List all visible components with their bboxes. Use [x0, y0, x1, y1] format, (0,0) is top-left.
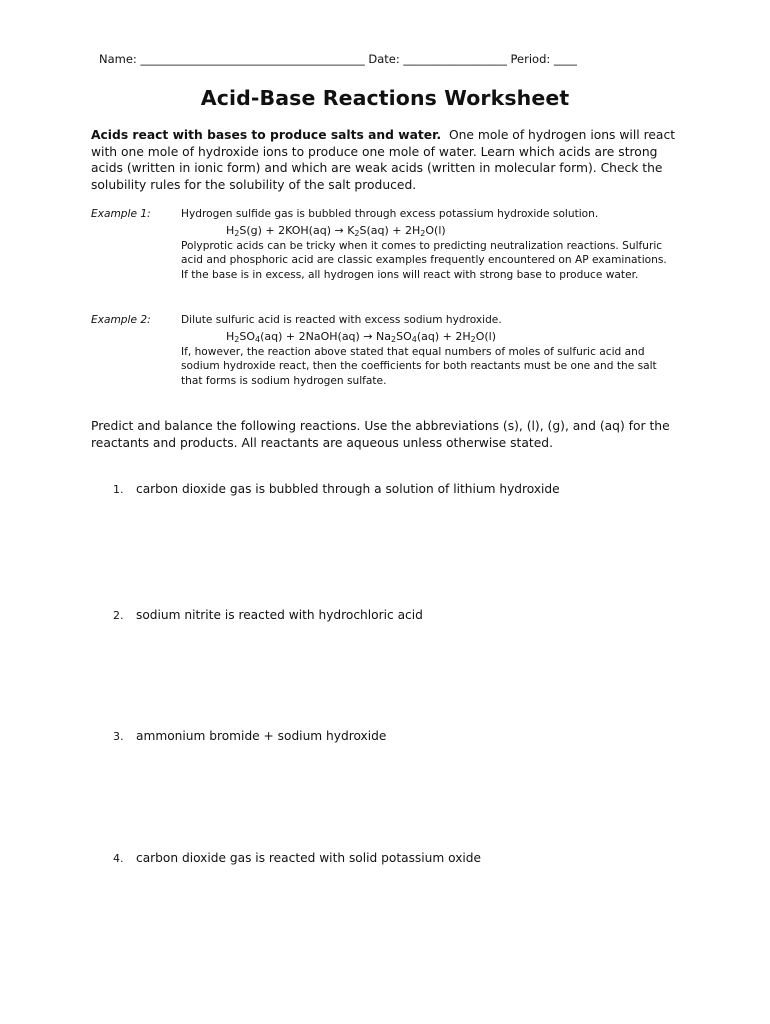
question-1 [113, 482, 560, 496]
page-title: Acid-Base Reactions Worksheet [200, 86, 570, 110]
intro-paragraph [91, 127, 681, 193]
example-2-label: Example 2: [91, 314, 151, 326]
name-date-period-line: Name: _______________________________________ Date: __________________ Period: ____ [99, 52, 577, 66]
question-number: 3. [113, 730, 124, 743]
example-2-note: If, however, the reaction above stated that equal numbers of moles of sulfuric acid and sodium hydroxide react, then the coefficients for both reactants must be one and the salt that forms is sodium hydrogen sulfate. [181, 345, 657, 387]
question-3 [113, 729, 386, 743]
example-1-note: Polyprotic acids can be tricky when it comes to predicting neutralization reactions. Sulfuric acid and phosphoric acid are classic examples frequently encountered on AP examinations. If the base is in excess, all hydrogen ions will react with strong base to produce water. [181, 239, 667, 281]
question-number: 2. [113, 609, 124, 622]
intro-text: One mole of hydrogen ions will react with one mole of hydroxide ions to produce one mole of water. Learn which acids are strong acids (written in ionic form) and which are weak acids (written in molecular form). Check the solubility rules for the solubility of the salt produced. [91, 128, 676, 192]
question-2 [113, 608, 423, 622]
example-2-body [181, 313, 676, 388]
example-1-equation: $H_2S(g) + 2KOH(aq) \to K_2S(aq) + 2H_2O(l)$ [226, 223, 446, 238]
example-1-statement: Hydrogen sulfide gas is bubbled through excess potassium hydroxide solution. [181, 208, 599, 220]
example-1-label: Example 1: [91, 208, 151, 220]
example-2-statement: Dilute sulfuric acid is reacted with excess sodium hydroxide. [181, 314, 502, 326]
question-text: carbon dioxide gas is reacted with solid potassium oxide [136, 851, 482, 865]
example-1-body [181, 207, 676, 282]
question-text: ammonium bromide + sodium hydroxide [136, 729, 387, 743]
question-4 [113, 851, 481, 865]
example-2-equation: $H_2SO_4(aq)$ + 2NaOH(aq) → $Na_2SO_4(aq) + 2H_2O(l)$ [226, 329, 497, 344]
question-number: 4. [113, 852, 124, 865]
question-number: 1. [113, 483, 124, 496]
instructions-paragraph: Predict and balance the following reactions. Use the abbreviations (s), (l), (g), and (aq) for the reactants and products. All reactants are aqueous unless otherwise stated. [91, 419, 670, 450]
intro-bold-sentence: Acids react with bases to produce salts and water. [91, 128, 442, 142]
question-text: sodium nitrite is reacted with hydrochloric acid [136, 608, 423, 622]
question-text: carbon dioxide gas is bubbled through a solution of lithium hydroxide [136, 482, 560, 496]
